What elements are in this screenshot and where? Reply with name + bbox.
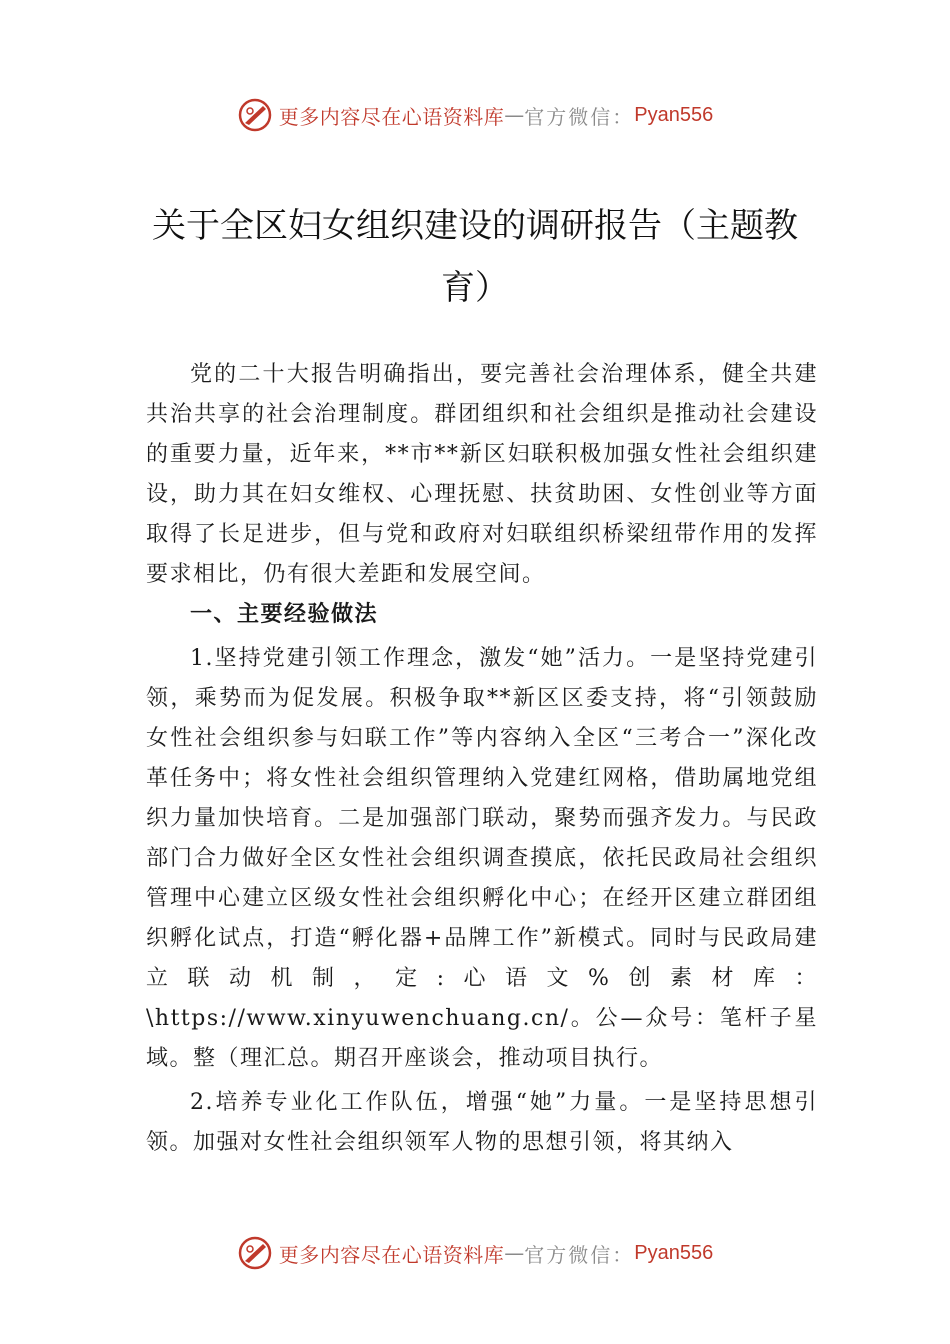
- banner-wechat-label: 官方微信：: [524, 1242, 635, 1267]
- banner-wechat-id: Pyan556: [634, 1241, 714, 1264]
- document-body: [146, 355, 818, 1163]
- brand-logo-icon: [237, 1235, 273, 1271]
- banner-text: 更多内容尽在心语资料库: [278, 104, 505, 129]
- paragraph-2: 2.培养专业化工作队伍，增强“她”力量。一是坚持思想引领。加强对女性社会组织领军人物的思想引领，将其纳入: [146, 1090, 818, 1155]
- banner-text: 更多内容尽在心语资料库: [278, 1242, 505, 1267]
- banner-wechat-id: Pyan556: [634, 103, 714, 126]
- document-title: 关于全区妇女组织建设的调研报告（主题教育）: [152, 206, 798, 308]
- banner-dash: —: [504, 1241, 525, 1265]
- footer-watermark-banner: [0, 1233, 950, 1273]
- paragraph-1: 1.坚持党建引领工作理念，激发“她”活力。一是坚持党建引领，乘势而为促发展。积极争取**新区区委支持，将“引领鼓励女性社会组织参与妇联工作”等内容纳入全区“三考合一”深化改革任务中；将女性社会组织管理纳入党建红网格，借助属地党组织力量加快培育。二是加强部门联动，聚势而强齐发力。与民政部门合力做好全区女性社会组织调查摸底，依托民政局社会组织管理中心建立区级女性社会组织孵化中心；在经开区建立群团组织孵化试点，打造“孵化器+品牌工作”新模式。同时与民政局建立联动机制，定:心语文%创素材库：\https://www.xinyuwenchuang.cn/。公—众号：笔杆子星域。整（理汇总。期召开座谈会，推动项目执行。: [146, 646, 818, 1071]
- banner-wechat-label: 官方微信：: [524, 104, 635, 129]
- intro-paragraph: 党的二十大报告明确指出，要完善社会治理体系，健全共建共治共享的社会治理制度。群团组织和社会组织是推动社会建设的重要力量，近年来，**市**新区妇联积极加强女性社会组织建设，助力其在妇女维权、心理抚慰、扶贫助困、女性创业等方面取得了长足进步，但与党和政府对妇联组织桥梁纽带作用的发挥要求相比，仍有很大差距和发展空间。: [146, 362, 818, 587]
- header-watermark-banner: [0, 95, 950, 135]
- brand-logo-icon: [237, 97, 273, 133]
- section-heading: 一、主要经验做法: [190, 602, 379, 627]
- banner-dash: —: [504, 103, 525, 127]
